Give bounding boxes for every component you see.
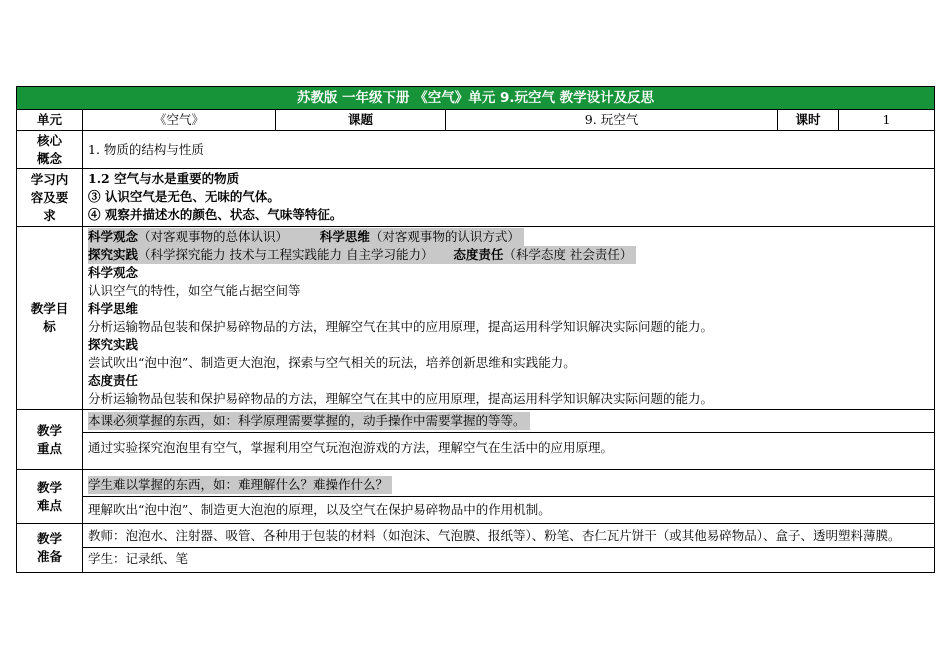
objective-section-title: 态度责任 [88, 373, 139, 388]
unit-label: 单元 [17, 110, 83, 131]
objectives-dimension-line: 探究实践（科学探究能力 技术与工程实践能力 自主学习能力） 态度责任（科学态度 社会责任） [88, 246, 929, 264]
objective-section-title: 科学思维 [88, 301, 139, 316]
lesson-plan-table [16, 86, 935, 573]
objective-section-title: 探究实践 [88, 337, 139, 352]
key-points-row [17, 410, 935, 470]
title-row [17, 87, 935, 110]
objective-section-text: 分析运输物品包装和保护易碎物品的方法，理解空气在其中的应用原理，提高运用科学知识解决实际问题的能力。 [88, 391, 714, 406]
preparation-body [83, 524, 935, 573]
objectives-label: 教学目 标 [17, 227, 83, 410]
document-title: 苏教版 一年级下册 《空气》单元 9.玩空气 教学设计及反思 [17, 87, 935, 110]
difficulties-row [17, 470, 935, 524]
learning-content-label: 学习内 容及要 求 [17, 169, 83, 227]
core-concept-label: 核心 概念 [17, 131, 83, 169]
core-concept-value: 1. 物质的结构与性质 [83, 131, 935, 169]
period-value: 1 [839, 110, 935, 131]
key-points-label: 教学 重点 [17, 410, 83, 470]
lesson-label: 课题 [276, 110, 446, 131]
objective-section-text: 分析运输物品包装和保护易碎物品的方法，理解空气在其中的应用原理，提高运用科学知识解决实际问题的能力。 [88, 319, 714, 334]
learning-content-item: ④ 观察并描述水的颜色、状态、气味等特征。 [88, 207, 343, 222]
learning-content-body [83, 169, 935, 227]
preparation-row [17, 524, 935, 573]
difficulties-hint: 学生难以掌握的东西，如：难理解什么？难操作什么？ [83, 470, 934, 497]
objectives-body [83, 227, 935, 410]
preparation-label: 教学 准备 [17, 524, 83, 573]
period-label: 课时 [778, 110, 839, 131]
objectives-dimension-line: 科学观念（对客观事物的总体认识） 科学思维（对客观事物的认识方式） [88, 228, 929, 246]
lesson-plan-document [16, 86, 934, 573]
objective-section-title: 科学观念 [88, 265, 139, 280]
key-points-hint: 本课必须掌握的东西，如：科学原理需要掌握的，动手操作中需要掌握的等等。 [83, 410, 934, 433]
preparation-teacher: 教师：泡泡水、注射器、吸管、各种用于包装的材料（如泡沫、气泡膜、报纸等）、粉笔、杏仁瓦片饼干（或其他易碎物品）、盒子、透明塑料薄膜。 [83, 524, 934, 548]
key-points-body [83, 410, 935, 470]
difficulties-text: 理解吹出“泡中泡”、制造更大泡泡的原理，以及空气在保护易碎物品中的作用机制。 [88, 502, 551, 517]
info-row [17, 110, 935, 131]
core-concept-row [17, 131, 935, 169]
unit-value: 《空气》 [83, 110, 276, 131]
preparation-student: 学生：记录纸、笔 [88, 551, 189, 566]
learning-content-item: ③ 认识空气是无色、无味的气体。 [88, 189, 280, 204]
difficulties-body [83, 470, 935, 524]
objectives-row [17, 227, 935, 410]
learning-content-heading: 1.2 空气与水是重要的物质 [88, 171, 240, 186]
learning-content-row [17, 169, 935, 227]
objective-section-text: 尝试吹出“泡中泡”、制造更大泡泡，探索与空气相关的玩法，培养创新思维和实践能力。 [88, 355, 576, 370]
key-points-text: 通过实验探究泡泡里有空气，掌握利用空气玩泡泡游戏的方法，理解空气在生活中的应用原理。 [88, 440, 614, 455]
difficulties-label: 教学 难点 [17, 470, 83, 524]
lesson-value: 9. 玩空气 [446, 110, 778, 131]
objective-section-text: 认识空气的特性，如空气能占据空间等 [88, 283, 301, 298]
